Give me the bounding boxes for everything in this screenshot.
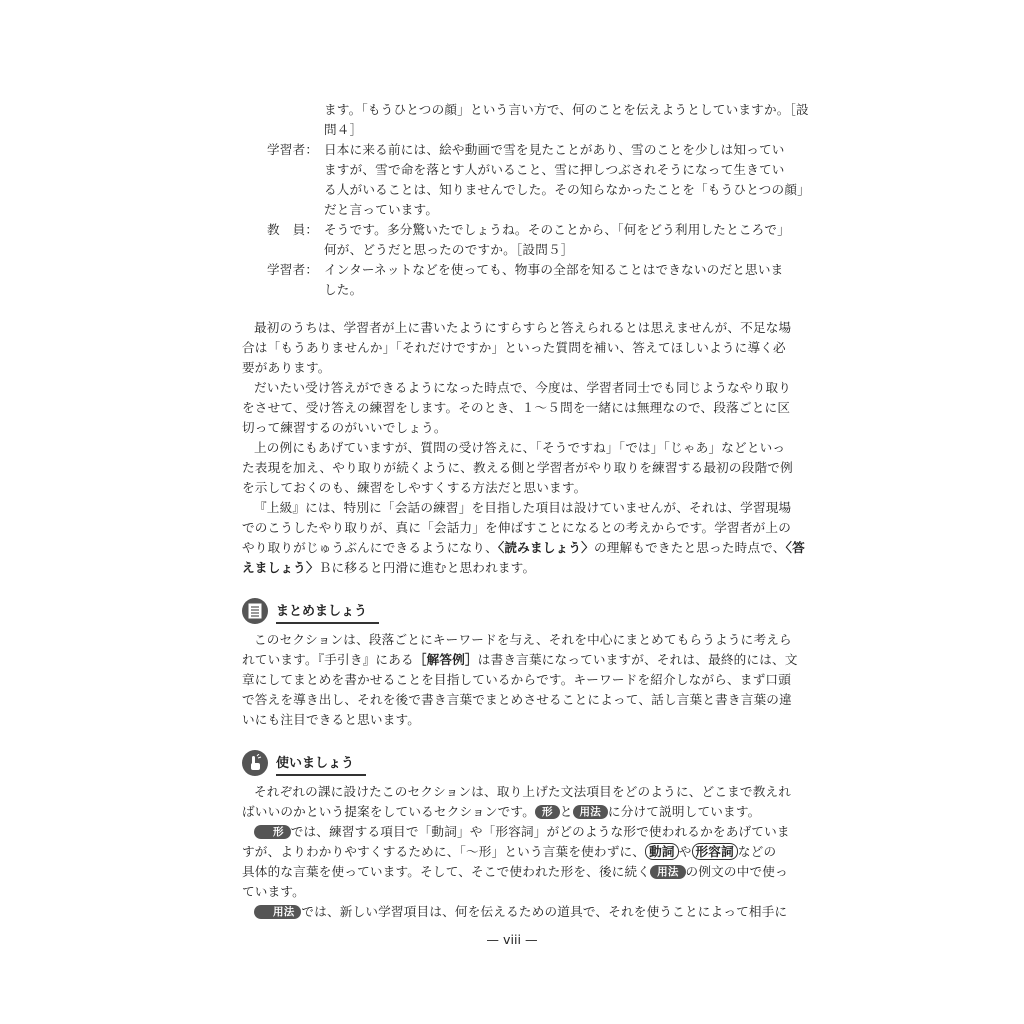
- text-run: は書き言葉になっていますが、それは、最終的には、文: [477, 652, 798, 667]
- paragraph: [242, 378, 792, 438]
- text-run: Ｂに移ると円滑に進むと思われます。: [318, 560, 536, 575]
- text-line: をさせて、受け答えの練習をします。そのとき、１～５問を一緒には無理なので、段落ごとに区: [242, 400, 791, 415]
- paragraph: [242, 630, 798, 730]
- youhou-tag: 用法: [573, 805, 608, 819]
- hand-point-icon: [242, 750, 268, 776]
- page-number: — viii —: [486, 932, 538, 947]
- text-run: の理解もできたと思った時点で、: [593, 540, 786, 555]
- youhou-tag: 用法: [650, 865, 685, 879]
- dialogue-line: 問４］: [324, 122, 363, 137]
- dialogue-turn: [242, 140, 810, 220]
- text-line: で答えを導き出し、それを後で書き言葉でまとめさせることによって、話し言葉と書き言葉の違: [242, 692, 792, 707]
- dialogue-line: 何が、どうだと思ったのですか。［設問５］: [324, 242, 574, 257]
- text-line: を示しておくのも、練習をしやすくする方法だと思います。: [242, 480, 587, 495]
- text-run: では、新しい学習項目は、何を伝えるための道具で、それを使うことによって相手に: [301, 904, 788, 919]
- text-line: た表現を加え、やり取りが続くように、教える側と学習者がやり取りを練習する最初の段階で例: [242, 460, 793, 475]
- dialogue-line: だと言っています。: [324, 202, 439, 217]
- text-run: の例文の中で使っ: [685, 864, 788, 879]
- paragraph: [242, 498, 805, 578]
- youhou-tag: 用法: [254, 905, 301, 919]
- section-title: まとめましょう: [276, 602, 379, 624]
- section-reference: えましょう〉: [242, 560, 319, 575]
- text-run: ばいいのかという提案をしているセクションです。: [242, 804, 535, 819]
- text-line: だいたい受け答えができるようになった時点で、今度は、学習者同士でも同じようなやり取り: [254, 380, 792, 395]
- text-run: や: [678, 844, 692, 859]
- speaker-label: 学習者：: [267, 262, 319, 277]
- keiyoushi-circled-label: 形容詞: [692, 843, 738, 860]
- paragraph: [242, 782, 792, 822]
- text-line: 切って練習するのがいいでしょう。: [242, 420, 447, 435]
- text-line: [242, 842, 782, 862]
- paragraph: [242, 822, 790, 902]
- dialogue-line: 日本に来る前には、絵や動画で雪を見たことがあり、雪のことを少しは知ってい: [324, 142, 785, 157]
- paragraph: [242, 318, 792, 378]
- doushi-circled-label: 動詞: [645, 843, 679, 860]
- text-line: [242, 802, 782, 822]
- dialogue-line: そうです。多分驚いたでしょうね。そのことから、「何をどう利用したところで」: [324, 222, 790, 237]
- section-heading-matome: [242, 598, 782, 628]
- dialogue-turn: [242, 220, 790, 260]
- dialogue-line: ますが、雪で命を落とす人がいること、雪に押しつぶされそうになって生きてい: [324, 162, 785, 177]
- paragraph: [242, 438, 793, 498]
- text-line: [242, 538, 805, 558]
- text-line: [242, 650, 798, 670]
- dialogue-line: した。: [324, 282, 363, 297]
- text-line: いにも注目できると思います。: [242, 712, 421, 727]
- speaker-label: 学習者：: [267, 142, 319, 157]
- text-line: 『上級』には、特別に「会話の練習」を目指した項目は設けていませんが、それは、学習現場: [254, 500, 792, 515]
- dialogue-turn: [242, 260, 782, 300]
- text-run: すが、よりわかりやすくするために、「～形」という言葉を使わずに、: [242, 844, 646, 859]
- speaker-label: 教 員：: [267, 222, 319, 237]
- section-heading-tsukai: [242, 750, 782, 780]
- text-run: などの: [737, 844, 777, 859]
- dialogue-line: インターネットなどを使っても、物事の全部を知ることはできないのだと思いま: [324, 262, 784, 277]
- text-line: [242, 902, 788, 922]
- section-reference: 〈読みましょう〉: [497, 540, 594, 555]
- text-run: に分けて説明しています。: [607, 804, 761, 819]
- katachi-tag: 形: [535, 805, 560, 819]
- document-lines-icon: [242, 598, 268, 624]
- section-title: 使いましょう: [276, 754, 366, 776]
- text-line: ています。: [242, 884, 305, 899]
- dialogue-block: [242, 100, 810, 300]
- dialogue-line: る人がいることは、知りませんでした。その知らなかったことを「もうひとつの顔」: [324, 182, 810, 197]
- text-line: 章にしてまとめを書かせることを目指しているからです。キーワードを紹介しながら、まず口頭: [242, 672, 791, 687]
- text-line: 上の例にもあげていますが、質問の受け答えに、「そうですね」「では」「じゃあ」などといっ: [254, 440, 786, 455]
- page-body: [242, 100, 810, 922]
- text-run: では、練習する項目で「動詞」や「形容詞」がどのような形で使われるかをあげていま: [290, 824, 790, 839]
- text-line: 合は「もうありませんか」「それだけですか」といった質問を補い、答えてほしいように導く必: [242, 340, 786, 355]
- text-run: 具体的な言葉を使っています。そして、そこで使われた形を、後に続く: [242, 864, 651, 879]
- text-line: [242, 862, 788, 882]
- term-reference: ［解答例］: [413, 652, 478, 667]
- text-line: このセクションは、段落ごとにキーワードを与え、それを中心にまとめてもらうように考えら: [254, 632, 792, 647]
- paragraph: [242, 902, 788, 922]
- text-run: と: [559, 804, 573, 819]
- text-line: でのこうしたやり取りが、真に「会話力」を伸ばすことになるとの考えからです。学習者が上の: [242, 520, 791, 535]
- katachi-tag: 形: [254, 825, 291, 839]
- dialogue-turn: [242, 100, 809, 140]
- dialogue-line: ます。「もうひとつの顔」という言い方で、何のことを伝えようとしていますか。［設: [324, 102, 809, 117]
- text-line: [242, 822, 790, 842]
- text-run: やり取りがじゅうぶんにできるようになり、: [242, 540, 498, 555]
- text-line: 要があります。: [242, 360, 331, 375]
- spacer: [242, 300, 782, 318]
- section-reference: 〈答: [785, 540, 805, 555]
- text-line: [242, 558, 782, 578]
- text-line: 最初のうちは、学習者が上に書いたようにすらすらと答えられるとは思えませんが、不足な場: [254, 320, 792, 335]
- text-run: れています。『手引き』にある: [242, 652, 414, 667]
- text-line: それぞれの課に設けたこのセクションは、取り上げた文法項目をどのように、どこまで教えれ: [254, 784, 792, 799]
